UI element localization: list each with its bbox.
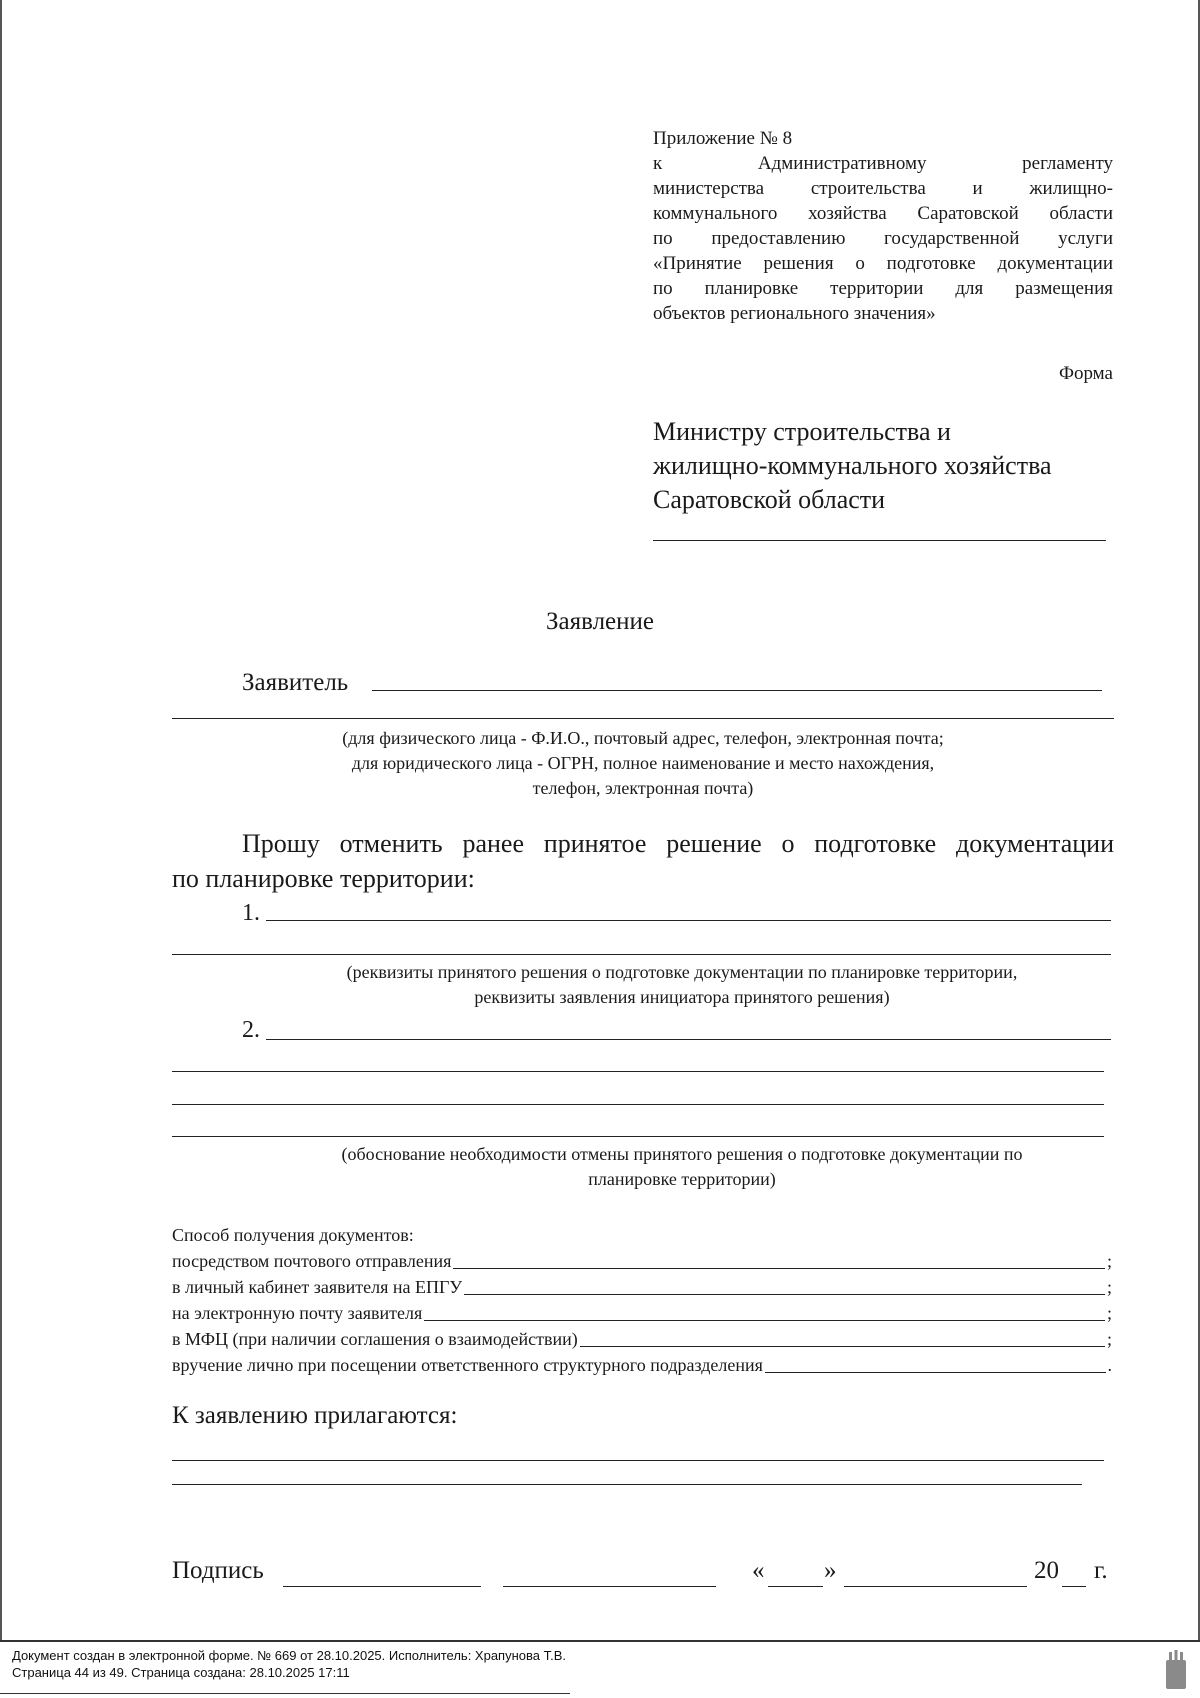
footer-info: [12, 1647, 566, 1681]
delivery-option-fill[interactable]: [453, 1268, 1105, 1269]
delivery-section: [172, 1222, 1112, 1378]
punctuation: ;: [1106, 1251, 1112, 1271]
appendix-line: по планировке территории для размещения: [653, 278, 1113, 299]
delivery-option-label: посредством почтового отправления: [172, 1251, 452, 1271]
hint-line: (реквизиты принятого решения о подготовке документации по планировке территории,: [346, 962, 1018, 982]
delivery-option-label: вручение лично при посещении ответственного структурного подразделения: [172, 1355, 763, 1375]
date-quote-close: »: [824, 1557, 837, 1584]
delivery-option-fill[interactable]: [765, 1372, 1106, 1373]
punctuation: ;: [1106, 1277, 1112, 1297]
item-1-hint: [232, 960, 1132, 1010]
punctuation: .: [1107, 1355, 1112, 1375]
appendix-line: министерства строительства и жилищно-: [653, 178, 1113, 199]
item-2-hint: [232, 1142, 1132, 1192]
delivery-option-fill[interactable]: [464, 1294, 1105, 1295]
punctuation: ;: [1106, 1303, 1112, 1323]
request-paragraph: [172, 826, 1114, 896]
item-1-number: 1.: [242, 900, 260, 926]
footer-underline: [0, 1693, 570, 1694]
year-suffix: г.: [1094, 1557, 1108, 1584]
item-2-fill-line[interactable]: [172, 1104, 1104, 1105]
delivery-option-label: в МФЦ (при наличии соглашения о взаимодействии): [172, 1329, 578, 1349]
hint-line: (обоснование необходимости отмены принятого решения о подготовке документации по: [341, 1144, 1023, 1164]
item-1-fill-line[interactable]: [172, 954, 1111, 955]
appendix-line: «Принятие решения о подготовке документации: [653, 253, 1113, 274]
applicant-fill-line[interactable]: [172, 718, 1114, 719]
addressee-line: жилищно-коммунального хозяйства: [653, 451, 1052, 480]
delivery-heading: Способ получения документов:: [172, 1225, 414, 1245]
item-2-fill-line[interactable]: [266, 1039, 1111, 1040]
applicant-label: Заявитель: [242, 669, 349, 696]
appendix-block: [653, 126, 1113, 326]
addressee-block: [653, 415, 1153, 517]
item-2-fill-line[interactable]: [172, 1071, 1104, 1072]
attachments-label: К заявлению прилагаются:: [172, 1402, 458, 1429]
page-border-left: [0, 0, 2, 1640]
footer-line: Страница 44 из 49. Страница создана: 28.10.2025 17:11: [12, 1665, 350, 1680]
appendix-line: объектов регионального значения»: [653, 303, 936, 324]
punctuation: ;: [1106, 1329, 1112, 1349]
name-fill-line[interactable]: [503, 1586, 716, 1587]
year-prefix: 20: [1034, 1557, 1059, 1584]
date-month-fill-line[interactable]: [844, 1586, 1027, 1587]
document-stamp-icon: [1165, 1650, 1187, 1690]
delivery-option-label: в личный кабинет заявителя на ЕПГУ: [172, 1277, 463, 1297]
hint-line: реквизиты заявления инициатора принятого решения): [474, 987, 890, 1007]
attachments-fill-line[interactable]: [172, 1460, 1104, 1461]
date-day-fill-line[interactable]: [768, 1586, 823, 1587]
hint-line: планировке территории): [588, 1169, 776, 1189]
document-title: Заявление: [545, 608, 655, 635]
item-2-fill-line[interactable]: [172, 1136, 1104, 1137]
request-line: по планировке территории:: [172, 864, 475, 893]
addressee-fill-line[interactable]: [653, 540, 1106, 541]
addressee-line: Саратовской области: [653, 485, 886, 514]
form-label: Форма: [1058, 363, 1113, 384]
delivery-option-epgu[interactable]: [172, 1274, 1112, 1300]
signature-fill-line[interactable]: [283, 1586, 481, 1587]
hint-line: телефон, электронная почта): [532, 778, 754, 798]
appendix-line: коммунального хозяйства Саратовской области: [653, 203, 1113, 224]
delivery-option-in-person[interactable]: [172, 1352, 1112, 1378]
delivery-option-fill[interactable]: [580, 1346, 1105, 1347]
delivery-option-post[interactable]: [172, 1248, 1112, 1274]
appendix-line: по предоставлению государственной услуги: [653, 228, 1113, 249]
request-line: Прошу отменить ранее принятое решение о подготовке документации: [242, 829, 1114, 858]
item-2-number: 2.: [242, 1017, 260, 1043]
item-1-fill-line[interactable]: [266, 920, 1111, 921]
applicant-fill-line[interactable]: [372, 690, 1102, 691]
delivery-option-label: на электронную почту заявителя: [172, 1303, 423, 1323]
delivery-option-fill[interactable]: [424, 1320, 1105, 1321]
delivery-option-email[interactable]: [172, 1300, 1112, 1326]
date-year-fill-line[interactable]: [1062, 1586, 1086, 1587]
appendix-line: к Административному регламенту: [653, 153, 1113, 174]
date-quote-open: «: [752, 1557, 765, 1584]
addressee-line: Министру строительства и: [653, 417, 951, 446]
hint-line: для юридического лица - ОГРН, полное наименование и место нахождения,: [351, 753, 935, 773]
applicant-hint: [172, 726, 1114, 801]
signature-label: Подпись: [172, 1557, 264, 1584]
hint-line: (для физического лица - Ф.И.О., почтовый адрес, телефон, электронная почта;: [342, 728, 944, 748]
appendix-number: Приложение № 8: [653, 128, 793, 149]
footer-divider: [0, 1640, 1200, 1642]
delivery-option-mfc[interactable]: [172, 1326, 1112, 1352]
attachments-fill-line[interactable]: [172, 1484, 1082, 1485]
footer-line: Документ создан в электронной форме. № 669 от 28.10.2025. Исполнитель: Храпунова Т.В.: [12, 1648, 567, 1663]
